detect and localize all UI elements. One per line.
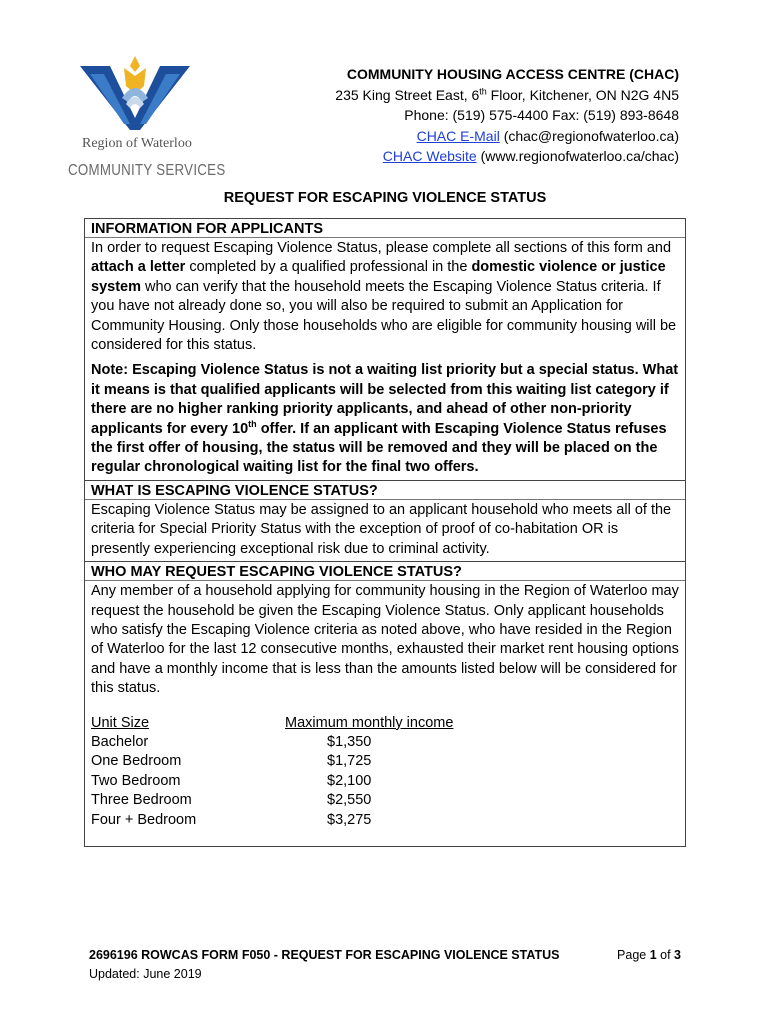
email-link[interactable]: CHAC E-Mail [416, 127, 500, 144]
table-row: Bachelor $1,350 [91, 733, 372, 750]
section-heading-who: WHO MAY REQUEST ESCAPING VIOLENCE STATUS? [85, 562, 685, 581]
phone-line: Phone: (519) 575-4400 Fax: (519) 893-8648 [404, 107, 679, 123]
website-link[interactable]: CHAC Website [382, 148, 477, 164]
table-row: One Bedroom $1,725 [91, 753, 372, 770]
region-of-waterloo-logo [60, 52, 226, 184]
page-footer [89, 946, 681, 984]
email-line: CHAC E-Mail (chac@regionofwaterloo.ca) [416, 127, 679, 144]
section-body-who: Any member of a household applying for community housing in the Region of Waterloo may request the household be given the Escaping Violence Status. Only applicant households who satisfy the Escaping Violence criteria as noted above, who have resided in the Region of Waterloo for the last 12 consecutive months, exhausted their market rent housing options and have a monthly income that is less than the amounts listed below will be considered for this status. Unit Size Maximum monthly income Bachelor $1,350 One Bedroom $1,725 Two Bedroom $2,100 Three Bedroom $2,550 Four + Bedroom $3,275 [85, 581, 685, 830]
page-title: REQUEST FOR ESCAPING VIOLENCE STATUS [223, 190, 547, 206]
website-line: CHAC Website (www.regionofwaterloo.ca/chac) [382, 148, 679, 164]
footer-form-id: 2696196 ROWCAS FORM F050 - REQUEST FOR ESCAPING VIOLENCE STATUS [89, 948, 560, 962]
section-body-info [85, 238, 685, 478]
logo-region-text: Region of Waterloo [82, 136, 192, 151]
org-name: COMMUNITY HOUSING ACCESS CENTRE (CHAC) [346, 66, 679, 82]
note-paragraph: Note: Escaping Violence Status is not a waiting list priority but a special status. What it means is that qualified applicants will be selected from this waiting list category if there are no higher ranking priority applicants, and ahead of other non-priority applicants for every 10th offer. If an applicant with Escaping Violence Status refuses the first offer of housing, the status will be removed and they will be placed on the regular chronological waiting list for the final two offers. [91, 362, 679, 476]
table-row: Two Bedroom $2,100 [91, 772, 372, 789]
waterloo-emblem-icon [80, 52, 190, 132]
logo-community-text: COMMUNITY SERVICES [68, 162, 226, 179]
footer-updated: Updated: June 2019 [89, 967, 202, 981]
income-table-header: Unit Size Maximum monthly income [91, 714, 454, 731]
income-table [91, 714, 507, 830]
section-heading-info: INFORMATION FOR APPLICANTS [85, 219, 685, 238]
info-paragraph: In order to request Escaping Violence Status, please complete all sections of this form and attach a letter completed by a qualified professional in the domestic violence or justice system who can verify that the household meets the Escaping Violence Status criteria. If you have not already done so, you will also be required to submit an Application for Community Housing. Only those households who are eligible for community housing will be considered for this status. [91, 240, 677, 354]
header-contact [335, 64, 679, 167]
table-row: Three Bedroom $2,550 [91, 792, 372, 809]
form-box [84, 218, 686, 847]
page-number: Page 1 of 3 [617, 948, 681, 962]
section-body-what: Escaping Violence Status may be assigned to an applicant household who meets all of the criteria for Special Priority Status with the exception of proof of co-habitation OR is presently experiencing exceptional risk due to criminal activity. [91, 501, 672, 557]
address-line: 235 King Street East, 6th Floor, Kitchener, ON N2G 4N5 [335, 85, 679, 103]
section-heading-what: WHAT IS ESCAPING VIOLENCE STATUS? [85, 481, 685, 500]
table-row: Four + Bedroom $3,275 [91, 811, 372, 828]
